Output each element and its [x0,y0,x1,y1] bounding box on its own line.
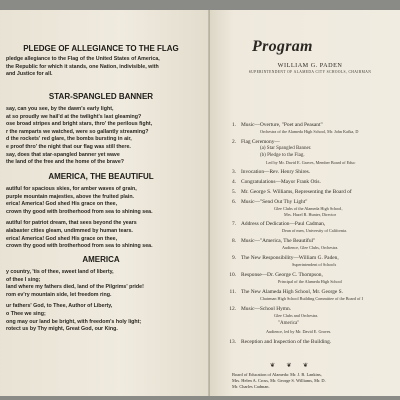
pledge-title: PLEDGE OF ALLEGIANCE TO THE FLAG [23,44,179,53]
item-number: 1. [231,122,236,128]
item-detail: (b) Pledge to the Flag. [260,153,305,158]
program-item [222,255,400,261]
banner-line: at so proudly we hail'd at the twilight's last gleaming? [6,113,142,120]
item-detail: Dean of men, University of California. [282,228,348,233]
america-line: rotect us by Thy might, Great God, our King. [6,326,118,333]
item-detail: "America" [278,321,300,326]
item-number: 4. [231,179,236,185]
item-number: 3. [231,169,236,175]
banner-line: d the rockets' red glare, the bombs bursting in air, [6,136,132,143]
item-number: 6. [231,199,236,205]
item-text: Flag Ceremony— [241,139,280,145]
pledge-line: and Justice for all. [6,71,53,78]
banner-text [6,106,206,167]
america-line: land where my fathers died, land of the Pilgrims' pride! [6,284,144,291]
item-number: 12. [229,306,236,312]
program-item [222,221,400,227]
beautiful-line: crown thy good with brotherhood from sea to shining sea. [6,208,153,215]
beautiful-line: erica! America! God shed His grace on thee, [6,201,118,208]
pledge-line: the Republic for which it stands, one Nation, indivisible, with [6,63,159,70]
left-page [0,10,210,396]
item-text: Reception and Inspection of the Building. [241,339,332,345]
item-text: Invocation—Rev. Henry Shires. [241,169,311,175]
item-text: Music—"America, The Beautiful" [241,238,316,244]
program-item [222,339,400,345]
item-text: Music—Overture, "Poet and Peasant" [241,122,323,128]
item-text: Address of Dedication—Paul Cadman, [241,221,326,227]
program-item [222,238,400,244]
item-detail: Audience, led by Mr. David E. Graves. [266,329,332,334]
program-item [222,139,400,145]
item-text: The New Alameda High School, Mr. George S. [241,289,344,295]
item-detail: Mrs. Hazel R. Hunter, Director [284,212,337,217]
beautiful-text [6,186,206,251]
item-number: 13. [229,339,236,345]
banner-line: e proof thro' the night that our flag was still there. [6,143,131,150]
banner-line: say, can you see, by the dawn's early light, [6,106,114,112]
program-item [222,289,400,295]
board-line: Mrs. Helen A. Cross, Mr. George S. Williams, Mr. D. [232,378,326,383]
presider-name: WILLIAM G. PADEN [277,62,343,69]
item-text: Mr. George S. Williams, Representing the Board of [241,189,352,195]
item-text: Response—Dr. George C. Thompson, [241,272,323,278]
program-item [222,199,400,205]
item-text: Music—"Send Out Thy Light" [241,199,308,205]
banner-line: the land of the free and the home of the brave? [6,159,125,166]
program-item [222,189,400,195]
beautiful-line: crown thy good with brotherhood from sea to shining sea. [6,243,153,250]
board-line: Mr. Charles Cadman. [232,384,270,389]
item-text: Music—School Hymn. [241,306,292,312]
item-detail: Glee Clubs of the Alameda High School, [274,206,343,211]
program-item [222,272,400,278]
presider-role: SUPERINTENDENT OF ALAMEDA CITY SCHOOLS, CHAIRMAN [248,70,372,74]
america-line: y country, 'tis of thee, sweet land of liberty, [6,269,114,275]
item-detail: Principal of the Alameda High School [278,279,342,284]
america-text [6,269,206,334]
item-detail: Audience, Glee Clubs, Orchestra. [282,245,339,250]
ornament-icon: ❦ ❦ ❦ [270,363,314,369]
beautiful-line: erica! America! God shed His grace on thee, [6,235,118,242]
banner-title: STAR-SPANGLED BANNER [48,92,154,101]
item-text: Congratulations—Mayor Frank Otis. [241,179,321,185]
item-number: 10. [229,272,236,278]
beautiful-line: autiful for patriot dream, that sees beyond the years [6,220,137,227]
banner-line: ose broad stripes and bright stars, thro' the perilous fight, [6,121,153,128]
america-line: rom ev'ry mountain side, let freedom ring. [6,291,112,298]
pledge-line: pledge allegiance to the Flag of the United States of America, [6,56,160,62]
item-number: 11. [229,289,236,295]
item-number: 9. [231,255,236,261]
board-line: Board of Education of Alameda: Mr. J. B. Lankins, [232,372,322,377]
beautiful-line: autiful for spacious skies, for amber waves of grain, [6,186,137,192]
item-number: 8. [231,238,236,244]
program-item [222,169,400,175]
item-number: 5. [231,189,236,195]
program-item [222,306,400,312]
america-title: AMERICA [82,255,120,264]
beautiful-line: alabaster cities gleam, undimmed by human tears. [6,227,133,234]
item-text: The New Responsibility—William G. Paden, [241,255,339,261]
beautiful-line: purple mountain majesties, above the fruited plain. [6,193,135,200]
america-line: ong may our land be bright, with freedom's holy light; [6,318,142,325]
america-line: o Thee we sing; [6,310,46,317]
right-page [210,10,400,396]
america-line: ur fathers' God, to Thee, Author of Liberty, [6,303,113,310]
program-title: Program [252,38,313,55]
america-line: of thee I sing; [6,276,41,283]
beautiful-title: AMERICA, THE BEAUTIFUL [48,172,154,181]
item-number: 7. [231,221,236,227]
item-detail: (a) Star Spangled Banner. [260,146,312,151]
item-detail: Chairman High School Building Committee of the Board of I [260,296,363,301]
item-detail: Superintendent of Schools [292,262,337,267]
banner-line: r the ramparts we watched, were so gallantly streaming? [6,128,149,135]
pledge-text [6,56,206,79]
item-detail: Orchestra of the Alameda High School, Mr. John Kafka, D [260,129,359,134]
item-number: 2. [231,139,236,145]
item-detail: Glee Clubs and Orchestra. [274,313,319,318]
banner-line: say, does that star-spangled banner yet wave [6,151,120,158]
item-detail: Led by Mr. David E. Graves, Member Board of Educ [266,160,356,165]
program-item [222,122,400,128]
program-item [222,179,400,185]
